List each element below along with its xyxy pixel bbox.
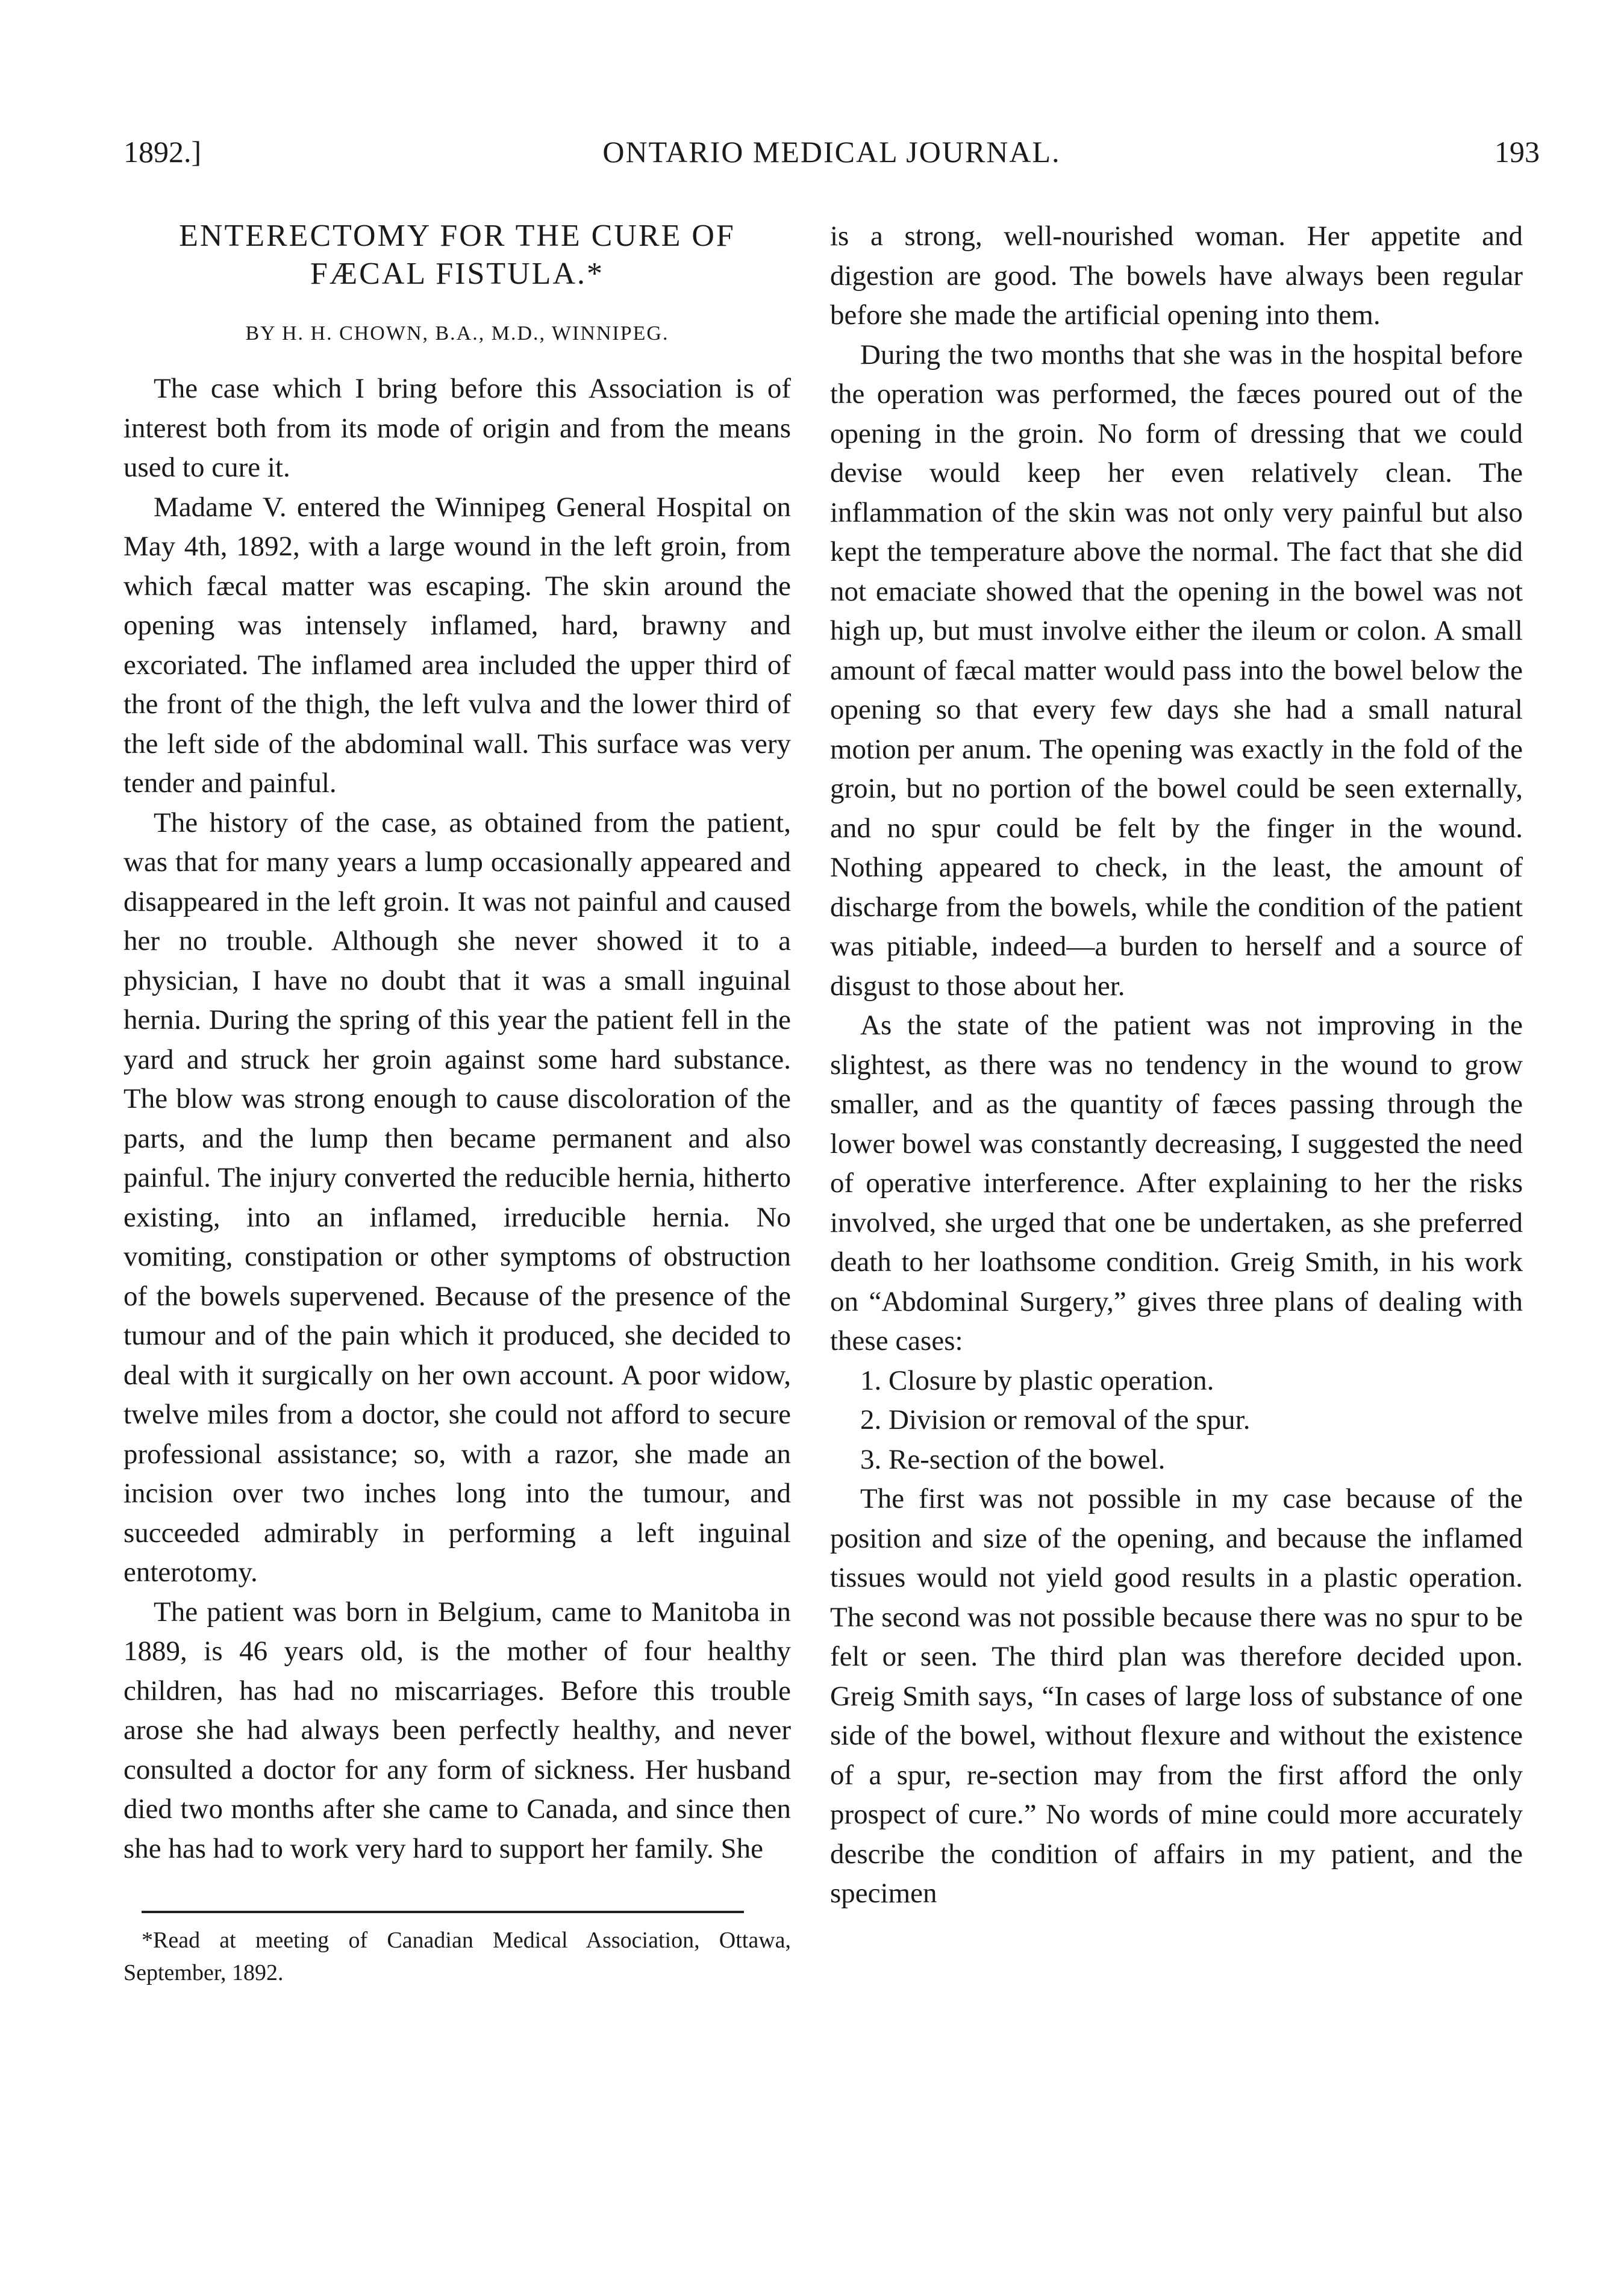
list-item: 3. Re-section of the bowel.: [860, 1443, 1166, 1475]
running-head: [123, 128, 1540, 176]
right-column: [830, 217, 1523, 1914]
list-item: 1. Closure by plastic operation.: [860, 1364, 1214, 1396]
footnote: *Read at meeting of Canadian Medical Association, Ottawa, September, 1892.: [123, 1928, 791, 1985]
left-column: [123, 217, 791, 1989]
article-title-line-1: ENTERECTOMY FOR THE CURE OF: [179, 219, 735, 253]
paragraph: Madame V. entered the Winnipeg General Hospital on May 4th, 1892, with a large wound in the left groin, from which fæcal matter was escaping. The skin around the opening was intensely inflamed, hard, brawny and excoriated. The inflamed area included the upper third of the front of the thigh, the left vulva and the lower third of the left side of the abdominal wall. This surface was very tender and painful.: [123, 491, 791, 799]
journal-title: ONTARIO MEDICAL JOURNAL.: [602, 135, 1061, 169]
page-number: 193: [1494, 135, 1540, 169]
footnote-divider: [142, 1911, 744, 1913]
article-title: [123, 217, 791, 293]
paragraph: As the state of the patient was not improving in the slightest, as there was no tendency in the wound to grow smaller, and as the quantity of fæces passing through the lower bowel was constantly decreasing, I suggested the need of operative interference. After explaining to her the risks involved, she urged that one be undertaken, as she preferred death to her loathsome condition. Greig Smith, in his work on “Abdominal Surgery,” gives three plans of dealing with these cases:: [830, 1010, 1523, 1357]
list-item: 2. Division or removal of the spur.: [860, 1404, 1251, 1435]
paragraph: During the two months that she was in the hospital before the operation was performed, the fæces poured out of the opening in the groin. No form of dressing that we could devise would keep her even relatively clean. The inflammation of the skin was not only very painful but also kept the temperature above the normal. The fact that she did not emaciate showed that the opening in the bowel was not high up, but must involve either the ileum or colon. A small amount of fæcal matter would pass into the bowel below the opening so that every few days she had a small natural motion per anum. The opening was exactly in the fold of the groin, but no portion of the bowel could be seen externally, and no spur could be felt by the finger in the wound. Nothing appeared to check, in the least, the amount of discharge from the bowels, while the condition of the patient was pitiable, indeed—a burden to herself and a source of disgust to those about her.: [830, 339, 1523, 1002]
article-title-line-2: FÆCAL FISTULA.*: [310, 257, 604, 291]
paragraph: The history of the case, as obtained from the patient, was that for many years a lump occasionally appeared and disappeared in the left groin. It was not painful and caused her no trouble. Although she never showed it to a physician, I have no doubt that it was a small inguinal hernia. During the spring of this year the patient fell in the yard and struck her groin against some hard substance. The blow was strong enough to cause discoloration of the parts, and the lump then became permanent and also painful. The injury converted the reducible hernia, hitherto existing, into an inflamed, irreducible hernia. No vomiting, constipation or other symptoms of obstruction of the bowels supervened. Because of the presence of the tumour and of the pain which it produced, she decided to deal with it surgically on her own account. A poor widow, twelve miles from a doctor, she could not afford to secure professional assistance; so, with a razor, she made an incision over two inches long into the tumour, and succeeded admirably in performing a left inguinal enterotomy.: [123, 807, 791, 1588]
article-byline: BY H. H. CHOWN, B.A., M.D., WINNIPEG.: [245, 322, 669, 345]
paragraph: The patient was born in Belgium, came to Manitoba in 1889, is 46 years old, is the mother of four healthy children, has had no miscarriages. Before this trouble arose she had always been perfectly healthy, and never consulted a doctor for any form of sickness. Her husband died two months after she came to Canada, and since then she has had to work very hard to support her family. She: [123, 1596, 791, 1864]
paragraph: The first was not possible in my case because of the position and size of the opening, and because the inflamed tissues would not yield good results in a plastic operation. The second was not possible because there was no spur to be felt or seen. The third plan was therefore decided upon. Greig Smith says, “In cases of large loss of substance of one side of the bowel, without flexure and without the existence of a spur, re-section may from the first afford the only prospect of cure.” No words of mine could more accurately describe the condition of affairs in my patient, and the specimen: [830, 1483, 1523, 1909]
paragraph: is a strong, well-nourished woman. Her appetite and digestion are good. The bowels have always been regular before she made the artificial opening into them.: [830, 220, 1523, 331]
running-head-year: 1892.]: [123, 135, 202, 169]
paragraph: The case which I bring before this Association is of interest both from its mode of origin and from the means used to cure it.: [123, 373, 791, 483]
